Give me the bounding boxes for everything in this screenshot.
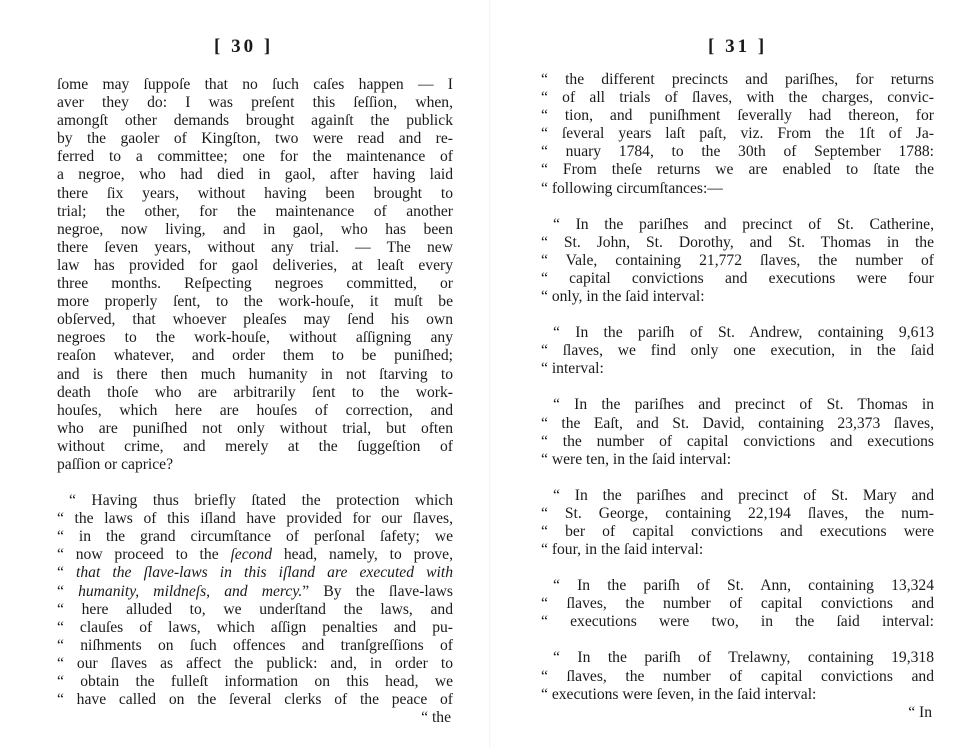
quote-line: “ our ſlaves as affect the publick: and, in order to: [57, 654, 453, 672]
text-line: ferred to a committee; one for the maintenance of: [57, 148, 453, 166]
quote-line-with-italic: “ humanity, mildneſs, and mercy.” By the ſlave-laws: [57, 582, 453, 600]
paragraph-line: “ the number of capital convictions and executions: [541, 432, 934, 450]
text-line: “ nuary 1784, to the 30th of September 1788:: [541, 143, 934, 161]
catchword: “ the: [421, 709, 451, 727]
paragraph-line: “ In the pariſhes and precinct of St. Mary and: [553, 486, 934, 504]
paragraph-line: “ In the pariſh of Trelawny, containing 19,318: [553, 649, 934, 667]
paragraph-line: “ the Eaſt, and St. David, containing 23,373 ſlaves,: [541, 414, 934, 432]
text-line: obſerved, that whoever pleaſes may ſend his own: [57, 311, 453, 329]
quote-line: “ Having thus briefly ſtated the protection which: [69, 492, 453, 510]
paragraph-line: “ In the pariſh of St. Andrew, containing 9,613: [553, 324, 934, 342]
text-line: aver they do: I was preſent this ſeſſion, when,: [57, 94, 453, 112]
page-number-31: [ 31 ]: [708, 36, 768, 57]
right-text-column: [541, 71, 934, 722]
paragraph-line: “ four, in the ſaid interval:: [541, 541, 704, 559]
paragraph-line: “ capital convictions and executions were four: [541, 269, 934, 287]
text-line: death thoſe who are arbitrarily ſent to the work-: [57, 383, 453, 401]
paragraph-line: “ Vale, containing 21,772 ſlaves, the number of: [541, 251, 934, 269]
text-line: there ſix years, without having been brought to: [57, 184, 453, 202]
text-line: more properly ſent, to the work-houſe, it muſt be: [57, 293, 453, 311]
text-line: houſes, which here are houſes of correction, and: [57, 401, 453, 419]
text-line: law has provided for gaol deliveries, at leaſt every: [57, 256, 453, 274]
text-line: amongſt other demands brought againſt the publick: [57, 112, 453, 130]
paragraph-line: “ St. George, containing 22,194 ſlaves, the num-: [541, 504, 934, 522]
paragraph-line: “ St. John, St. Dorothy, and St. Thomas in the: [541, 233, 934, 251]
text-line: by the gaoler of Kingſton, two were read and re-: [57, 130, 453, 148]
paragraph-line: “ interval:: [541, 360, 604, 378]
page-number-30: [ 30 ]: [214, 36, 274, 57]
quote-line: “ the laws of this iſland have provided for our ſlaves,: [57, 510, 453, 528]
text-line: who are puniſhed not only without trial, but often: [57, 419, 453, 437]
text-line: a negroe, who had died in gaol, after having laid: [57, 166, 453, 184]
text-line: “ From theſe returns we are enabled to ſtate the: [541, 161, 934, 179]
quote-line: “ clauſes of laws, which aſſign penalties and pu-: [57, 618, 453, 636]
paragraph-line: “ executions were ſeven, in the ſaid interval:: [541, 685, 817, 703]
text-line: “ following circumſtances:—: [541, 179, 723, 197]
quote-line: “ have called on the ſeveral clerks of the peace of: [57, 691, 453, 709]
quote-line: “ here alluded to, we underſtand the laws, and: [57, 600, 453, 618]
paragraph-line: “ In the pariſh of St. Ann, containing 13,324: [553, 577, 934, 595]
quote-line: “ obtain the fulleſt information on this head, we: [57, 673, 453, 690]
text-line: trial; the other, for the maintenance of another: [57, 202, 453, 220]
text-line: negroes to the work-houſe, without aſſigning any: [57, 329, 453, 347]
text-line: negroe, now living, and in gaol, who has been: [57, 220, 453, 238]
text-line: and is there then much humanity in not ſtarving to: [57, 365, 453, 383]
text-line: paſſion or caprice?: [57, 455, 174, 473]
left-text-column: [57, 76, 453, 727]
text-line: “ of all trials of ſlaves, with the charges, convic-: [541, 89, 934, 107]
text-line: without crime, and merely at the ſuggeſtion of: [57, 437, 453, 455]
right-page: [490, 0, 980, 747]
quote-line: “ niſhments on ſuch offences and tranſgreſſions of: [57, 636, 453, 654]
paragraph-line: “ ſlaves, the number of capital convictions and: [541, 595, 934, 613]
catchword: “ In: [908, 703, 932, 721]
text-line: “ ſeveral years laſt paſt, viz. From the 1ſt of Ja-: [541, 125, 934, 143]
text-line: reaſon whatever, and order them to be puniſhed;: [57, 347, 453, 365]
quote-line-with-italic: “ now proceed to the ſecond head, namely, to prove,: [57, 546, 453, 564]
text-line: “ the different precincts and pariſhes, for returns: [541, 71, 934, 88]
text-line: “ tion, and puniſhment ſeverally had thereon, for: [541, 107, 934, 125]
text-line: three months. Reſpecting negroes committed, or: [57, 275, 453, 293]
paragraph-line: “ ber of capital convictions and executions were: [541, 522, 934, 540]
paragraph-line: “ In the pariſhes and precinct of St. Catherine,: [553, 215, 934, 233]
paragraph-line: “ only, in the ſaid interval:: [541, 288, 705, 306]
text-line: there ſeven years, without any trial. — The new: [57, 238, 453, 256]
paragraph-line: “ ſlaves, we find only one execution, in the ſaid: [541, 342, 934, 360]
quote-line-italic: “ that the ſlave-laws in this iſland are executed with: [57, 564, 453, 582]
paragraph-line: “ In the pariſhes and precinct of St. Thomas in: [553, 396, 934, 414]
paragraph-line: “ ſlaves, the number of capital convictions and: [541, 667, 934, 685]
quote-line: “ in the grand circumſtance of perſonal ſafety; we: [57, 528, 453, 546]
paragraph-line: “ were ten, in the ſaid interval:: [541, 450, 732, 468]
text-line: ſome may ſuppoſe that no ſuch caſes happen — I: [57, 76, 453, 93]
paragraph-line: “ executions were two, in the ſaid interval:: [541, 613, 934, 631]
